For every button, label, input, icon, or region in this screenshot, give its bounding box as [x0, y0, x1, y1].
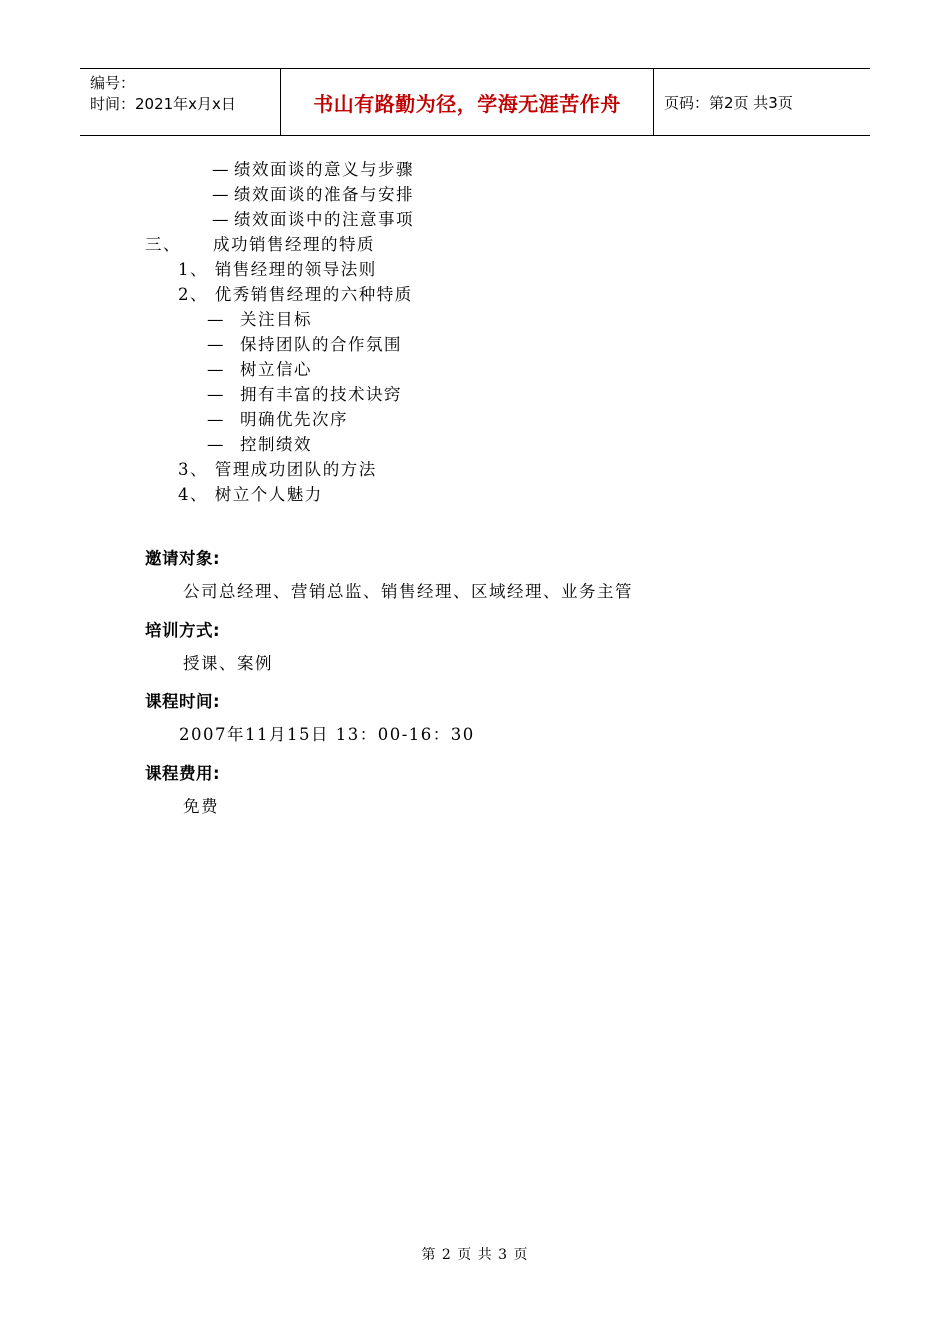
page-footer: 第 2 页 共 3 页 — [421, 1247, 529, 1263]
dash-bullet: — — [207, 435, 225, 454]
dash-bullet: — — [212, 210, 230, 229]
dash-bullet: — — [207, 360, 225, 379]
subsection-item: 3、 管理成功团队的方法 — [178, 460, 377, 479]
list-item-text: 绩效面谈的准备与安排 — [234, 185, 414, 204]
document-number-label: 编号： — [90, 74, 136, 92]
section-number: 三、 — [145, 235, 181, 254]
list-item-text: 绩效面谈的意义与步骤 — [234, 160, 414, 179]
header-motto: 书山有路勤为径，学海无涯苦作舟 — [281, 69, 654, 135]
list-item — [212, 207, 414, 232]
header-meta — [80, 69, 281, 135]
dash-bullet: — — [212, 160, 230, 179]
list-item — [207, 307, 312, 332]
course-fee-heading: 课程费用: — [145, 764, 221, 783]
list-item — [207, 332, 402, 357]
subsection-item: 2、 优秀销售经理的六种特质 — [178, 285, 413, 304]
list-item — [212, 182, 414, 207]
dash-bullet: — — [212, 185, 230, 204]
list-item-text: 关注目标 — [240, 310, 312, 329]
dash-bullet: — — [207, 335, 225, 354]
list-item-text: 树立信心 — [240, 360, 312, 379]
section-title: 成功销售经理的特质 — [213, 235, 375, 254]
section-heading — [145, 232, 375, 257]
dash-bullet: — — [207, 310, 225, 329]
list-item — [207, 407, 348, 432]
header-page-info: 页码：第2页 共3页 — [664, 93, 793, 112]
invitees-heading: 邀请对象: — [145, 549, 221, 568]
course-time-heading: 课程时间: — [145, 692, 221, 711]
list-item-text: 明确优先次序 — [240, 410, 348, 429]
training-method-text: 授课、案例 — [183, 654, 273, 673]
training-method-heading: 培训方式: — [145, 621, 221, 640]
list-item-text: 拥有丰富的技术诀窍 — [240, 385, 402, 404]
course-fee-text: 免费 — [183, 797, 219, 816]
subsection-item: 1、 销售经理的领导法则 — [178, 260, 377, 279]
invitees-text: 公司总经理、营销总监、销售经理、区域经理、业务主管 — [183, 582, 633, 601]
list-item-text: 绩效面谈中的注意事项 — [234, 210, 414, 229]
list-item — [212, 157, 414, 182]
list-item-text: 控制绩效 — [240, 435, 312, 454]
page-header — [80, 68, 870, 136]
dash-bullet: — — [207, 385, 225, 404]
document-time-label: 时间：2021年x月x日 — [90, 95, 236, 113]
dash-bullet: — — [207, 410, 225, 429]
list-item-text: 保持团队的合作氛围 — [240, 335, 402, 354]
list-item — [207, 357, 312, 382]
subsection-item: 4、 树立个人魅力 — [178, 485, 323, 504]
list-item — [207, 382, 402, 407]
course-time-text: 2007年11月15日 13：00-16：30 — [179, 725, 475, 744]
list-item — [207, 432, 312, 457]
